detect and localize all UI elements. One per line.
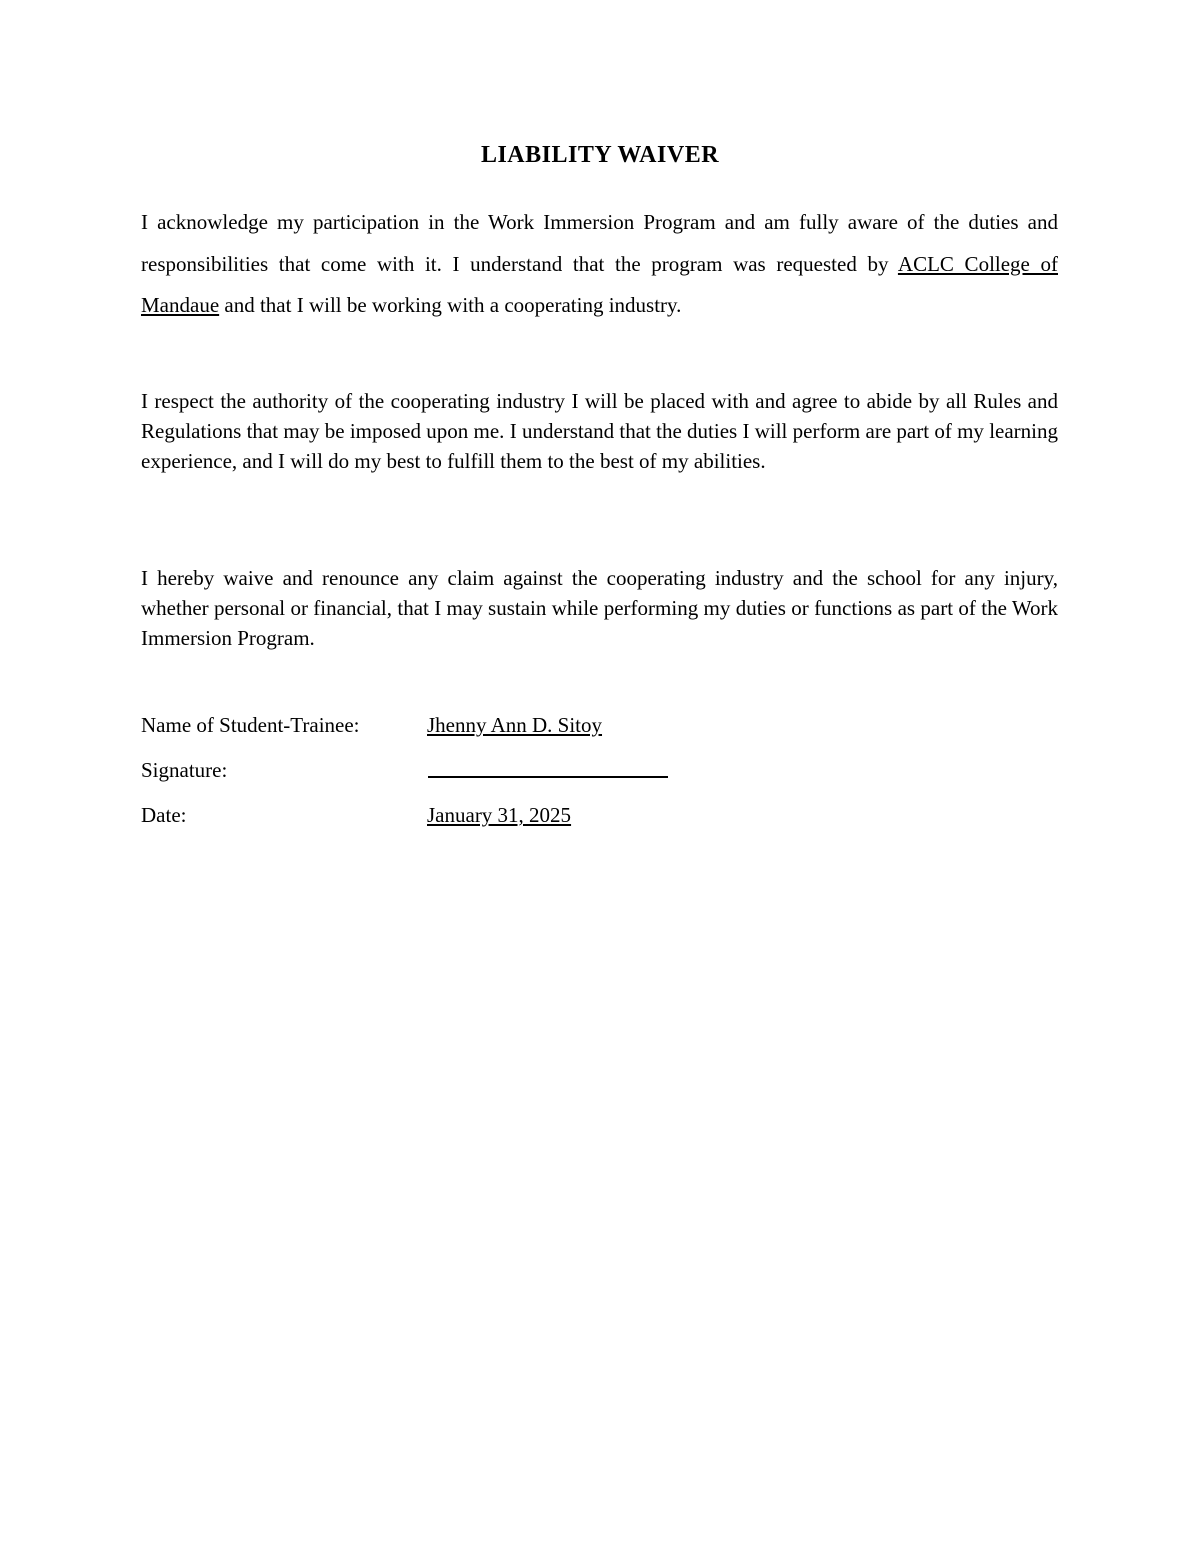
date-label: Date: <box>141 803 187 827</box>
signature-line <box>428 776 668 778</box>
student-name-value: Jhenny Ann D. Sitoy <box>427 713 603 737</box>
institution-name: ACLC College of Mandaue <box>141 251 1058 317</box>
document-title: LIABILITY WAIVER <box>480 142 720 168</box>
signature-label: Signature: <box>141 758 228 782</box>
paragraph-acknowledgement <box>141 202 1058 327</box>
paragraph-waiver: I hereby waive and renounce any claim against the cooperating industry and the school for any injury, whether personal or financial, that I may sustain while performing my duties or functions as part of the Work Immersion Program. <box>141 566 1058 650</box>
date-value: January 31, 2025 <box>427 803 572 827</box>
student-name-label: Name of Student-Trainee: <box>141 713 360 737</box>
paragraph-acknowledgement-text-1: I acknowledge my participation in the Work Immersion Program and am fully aware of the duties and responsibilities that come with it. I understand that the program was requested by <box>141 210 1058 276</box>
paragraph-respect-authority: I respect the authority of the cooperating industry I will be placed with and agree to abide by all Rules and Regulations that may be imposed upon me. I understand that the duties I will perform are part of my learning experience, and I will do my best to fulfill them to the best of my abilities. <box>141 389 1058 473</box>
paragraph-acknowledgement-text-2: and that I will be working with a cooperating industry. <box>219 293 682 317</box>
